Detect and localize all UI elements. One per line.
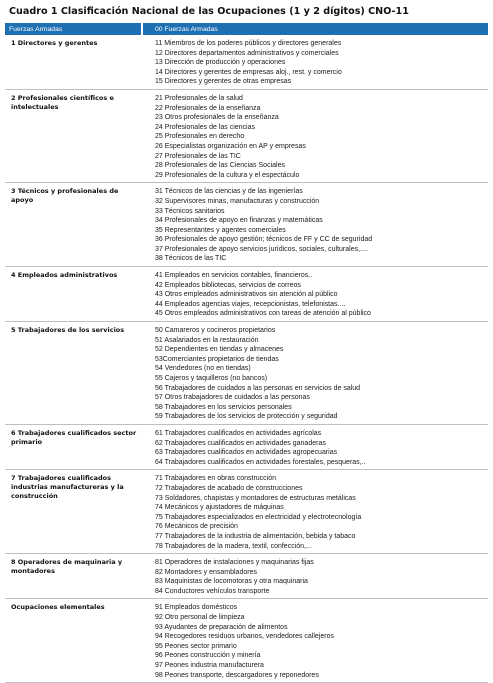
occupation-item: 84 Conductores vehículos transporte bbox=[155, 587, 270, 595]
occupation-item: 14 Directores y gerentes de empresas aloj., rest. y comercio bbox=[155, 68, 342, 76]
page-title: Cuadro 1 Clasificación Nacional de las Ocupaciones (1 y 2 dígitos) CNO-11 bbox=[9, 6, 409, 17]
occupation-item: 26 Especialistas organización en AP y empresas bbox=[155, 142, 306, 150]
occupation-item: 75 Trabajadores especializados en electricidad y electrotecnología bbox=[155, 513, 362, 521]
occupation-item: 61 Trabajadores cualificados en actividades agrícolas bbox=[155, 429, 322, 437]
occupation-item: 42 Empleados bibliotecas, servicios de correos bbox=[155, 281, 301, 289]
table-row bbox=[5, 322, 488, 425]
occupation-item: 58 Trabajadores en los servicios personales bbox=[155, 403, 292, 411]
header-group-column: Fuerzas Armadas bbox=[5, 23, 142, 35]
occupation-list bbox=[142, 89, 488, 182]
group-name: 1 Directores y gerentes bbox=[5, 35, 142, 89]
group-name: 3 Técnicos y profesionales de apoyo bbox=[5, 183, 142, 267]
occupation-list bbox=[142, 470, 488, 554]
occupation-item: 31 Técnicos de las ciencias y de las ingenierías bbox=[155, 188, 303, 196]
occupation-item: 95 Peones sector primario bbox=[155, 642, 237, 650]
occupation-item: 92 Otro personal de limpieza bbox=[155, 614, 245, 622]
occupation-item: 59 Trabajadores de los servicios de protección y seguridad bbox=[155, 413, 338, 421]
occupation-item: 96 Peones construcción y minería bbox=[155, 652, 261, 660]
header-occupation-column: 00 Fuerzas Armadas bbox=[142, 23, 488, 35]
occupation-item: 44 Empleados agencias viajes, recepcionistas, telefonistas.... bbox=[155, 300, 346, 308]
occupation-item: 23 Otros profesionales de la enseñanza bbox=[155, 114, 279, 122]
group-name: 7 Trabajadores cualificados industrias manufactureras y la construcción bbox=[5, 470, 142, 554]
table-row bbox=[5, 89, 488, 182]
occupation-item: 11 Miembros de los poderes públicos y directores generales bbox=[155, 40, 342, 47]
occupation-item: 13 Dirección de producción y operaciones bbox=[155, 59, 286, 67]
occupation-item: 43 Otros empleados administrativos sin atención al público bbox=[155, 291, 338, 299]
occupation-item: 45 Otros empleados administrativos con tareas de atención al público bbox=[155, 310, 371, 318]
occupation-item: 29 Profesionales de la cultura y el espectáculo bbox=[155, 171, 300, 179]
occupation-item: 97 Peones industria manufacturera bbox=[155, 662, 264, 670]
occupation-list bbox=[142, 554, 488, 599]
group-name: 5 Trabajadores de los servicios bbox=[5, 322, 142, 425]
occupation-list bbox=[142, 599, 488, 683]
occupation-item: 34 Profesionales de apoyo en finanzas y matemáticas bbox=[155, 217, 323, 225]
occupation-item: 15 Directores y gerentes de otras empresas bbox=[155, 78, 292, 86]
group-name: 6 Trabajadores cualificados sector primario bbox=[5, 424, 142, 469]
occupation-item: 63 Trabajadores cualificados en actividades agropecuarias bbox=[155, 449, 338, 457]
table-row bbox=[5, 35, 488, 89]
occupation-item: 36 Profesionales de apoyo gestión; técnicos de FF y CC de seguridad bbox=[155, 236, 373, 244]
occupation-item: 98 Peones transporte, descargadores y reponedores bbox=[155, 671, 319, 679]
occupation-item: 64 Trabajadores cualificados en actividades forestales, pesqueras,.. bbox=[155, 458, 366, 466]
group-name: Ocupaciones elementales bbox=[5, 599, 142, 683]
table-row bbox=[5, 554, 488, 599]
cno-classification-table bbox=[5, 23, 488, 683]
occupation-item: 56 Trabajadores de cuidados a las personas en servicios de salud bbox=[155, 384, 361, 392]
table-body bbox=[5, 35, 488, 683]
occupation-item: 78 Trabajadores de la madera, textil, confección,... bbox=[155, 542, 312, 550]
occupation-item: 12 Directores departamentos administrativos y comerciales bbox=[155, 49, 339, 57]
occupation-item: 51 Asalariados en la restauración bbox=[155, 336, 259, 344]
occupation-item: 37 Profesionales de apoyo servicios jurídicos, sociales, culturales,.... bbox=[155, 245, 368, 253]
occupation-item: 76 Mecánicos de precisión bbox=[155, 523, 238, 531]
table-row bbox=[5, 470, 488, 554]
occupation-item: 83 Maquinistas de locomotoras y otra maquinaria bbox=[155, 578, 308, 586]
occupation-item: 55 Cajeros y taquilleros (no bancos) bbox=[155, 375, 268, 382]
occupation-item: 94 Recogedores residuos urbanos, vendedores callejeros bbox=[155, 633, 334, 641]
occupation-item: 28 Profesionales de las Ciencias Sociales bbox=[155, 162, 285, 170]
occupation-item: 25 Profesionales en derecho bbox=[155, 133, 245, 141]
occupation-item: 27 Profesionales de las TIC bbox=[155, 152, 241, 160]
table-header-row bbox=[5, 23, 488, 35]
table-row bbox=[5, 183, 488, 267]
occupation-item: 41 Empleados en servicios contables, financieros.. bbox=[155, 272, 313, 280]
table-row bbox=[5, 599, 488, 683]
occupation-item: 73 Soldadores, chapistas y montadores de estructuras metálicas bbox=[155, 494, 356, 502]
occupation-item: 82 Montadores y ensambladores bbox=[155, 568, 257, 576]
occupation-item: 62 Trabajadores cualificados en actividades ganaderas bbox=[155, 439, 326, 447]
table-row bbox=[5, 267, 488, 322]
occupation-list bbox=[142, 267, 488, 322]
occupation-item: 93 Ayudantes de preparación de alimentos bbox=[155, 623, 288, 631]
occupation-item: 33 Técnicos sanitarios bbox=[155, 207, 225, 215]
occupation-item: 53Comerciantes propietarios de tiendas bbox=[155, 355, 279, 363]
group-name: 4 Empleados administrativos bbox=[5, 267, 142, 322]
occupation-item: 54 Vendedores (no en tiendas) bbox=[155, 365, 251, 373]
occupation-list bbox=[142, 322, 488, 425]
occupation-item: 57 Otros trabajadores de cuidados a las personas bbox=[155, 394, 310, 402]
occupation-item: 21 Profesionales de la salud bbox=[155, 94, 243, 102]
group-name: 8 Operadores de maquinaria y montadores bbox=[5, 554, 142, 599]
occupation-item: 91 Empleados domésticos bbox=[155, 604, 238, 612]
occupation-item: 74 Mecánicos y ajustadores de máquinas bbox=[155, 504, 284, 512]
occupation-item: 24 Profesionales de las ciencias bbox=[155, 123, 256, 131]
occupation-item: 38 Técnicos de las TIC bbox=[155, 255, 227, 263]
occupation-item: 32 Supervisores minas, manufacturas y construcción bbox=[155, 197, 320, 205]
occupation-item: 52 Dependientes en tiendas y almacenes bbox=[155, 346, 284, 354]
occupation-list bbox=[142, 424, 488, 469]
group-name: 2 Profesionales científicos e intelectuales bbox=[5, 89, 142, 182]
occupation-list bbox=[142, 183, 488, 267]
occupation-item: 22 Profesionales de la enseñanza bbox=[155, 104, 261, 112]
occupation-list bbox=[142, 35, 488, 89]
occupation-item: 81 Operadores de instalaciones y maquinarias fijas bbox=[155, 559, 314, 567]
occupation-item: 77 Trabajadores de la industria de alimentación, bebida y tabaco bbox=[155, 532, 356, 540]
table-row bbox=[5, 424, 488, 469]
occupation-item: 72 Trabajadores de acabado de construcciones bbox=[155, 484, 303, 492]
occupation-item: 35 Representantes y agentes comerciales bbox=[155, 226, 286, 234]
occupation-item: 50 Camareros y cocineros propietarios bbox=[155, 327, 276, 335]
occupation-item: 71 Trabajadores en obras construcción bbox=[155, 475, 277, 483]
